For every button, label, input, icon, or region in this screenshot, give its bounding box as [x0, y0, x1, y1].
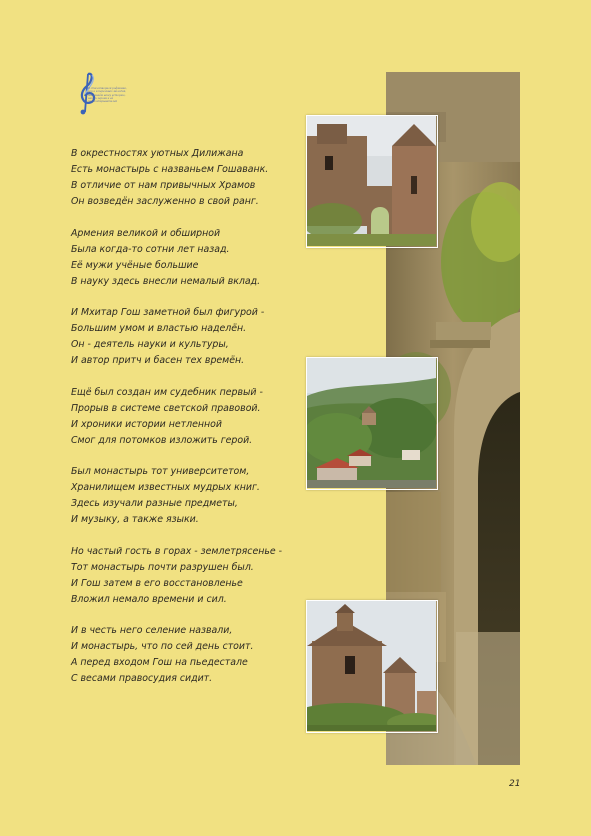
poem-line: Тот монастырь почти разрушен был.: [71, 561, 254, 573]
monastery-photo-1: [306, 115, 438, 248]
poem-line: Был монастырь тот университетом,: [71, 466, 250, 477]
poem-line: Вложил немало времени и сил.: [71, 593, 227, 605]
poem-line: Хранилищем известных мудрых книг.: [71, 482, 260, 493]
poem-line: В науку здесь внесли немалый вклад.: [71, 275, 261, 287]
poem-line: Была когда-то сотни лет назад.: [71, 243, 230, 255]
page-number: 21: [509, 779, 521, 789]
poem-line: Смог для потомков изложить герой.: [71, 434, 253, 446]
poem-line: Её мужи учёные большие: [71, 259, 199, 271]
poem-line: Он - деятель науки и культуры,: [71, 339, 229, 350]
stanza: [71, 146, 311, 210]
church-photo: [306, 600, 438, 733]
poem-line: И Мхитар Гош заметной был фигурой -: [71, 307, 265, 318]
poem-line: Прорыв в системе светской правовой.: [71, 402, 261, 414]
poem-line: А перед входом Гош на пьедестале: [71, 657, 248, 668]
poem: [71, 146, 311, 703]
stanza: [71, 385, 311, 449]
poem-line: И в честь него селение назвали,: [71, 625, 233, 636]
poem-line: Здесь изучали разные предметы,: [71, 498, 238, 509]
poem-line: С весами правосудия сидит.: [71, 673, 213, 684]
poem-line: Он возведён заслуженно в свой ранг.: [71, 196, 259, 207]
poem-line: И монастырь, что по сей день стоит.: [71, 641, 254, 652]
poem-line: И хроники истории нетленной: [71, 418, 222, 430]
stanza: [71, 623, 311, 687]
poem-line: Ещё был создан им судебник первый -: [71, 386, 263, 398]
logo-caption: В стихотворной рифмовке, как и в переливах мелодий, мы узнаём нашу историю, наших героев и её первооткрывателей: [88, 87, 127, 104]
stanza: [71, 226, 311, 290]
poem-line: И Гош затем в его восстановленье: [71, 577, 243, 589]
poem-line: И автор притч и басен тех времён.: [71, 355, 245, 366]
poem-line: Есть монастырь с названьем Гошаванк.: [71, 164, 269, 175]
poem-line: И музыку, а также языки.: [71, 514, 199, 525]
stanza: [71, 464, 311, 528]
stanza: [71, 305, 311, 369]
poem-line: Но частый гость в горах - землетрясенье -: [71, 545, 283, 557]
poem-line: Большим умом и властью наделён.: [71, 323, 247, 334]
poem-line: В окрестностях уютных Дилижана: [71, 148, 244, 159]
poem-line: В отличие от нам привычных Храмов: [71, 180, 256, 191]
stanza: [71, 544, 311, 608]
poem-line: Армения великой и обширной: [71, 227, 221, 239]
village-landscape-photo: [306, 357, 438, 490]
